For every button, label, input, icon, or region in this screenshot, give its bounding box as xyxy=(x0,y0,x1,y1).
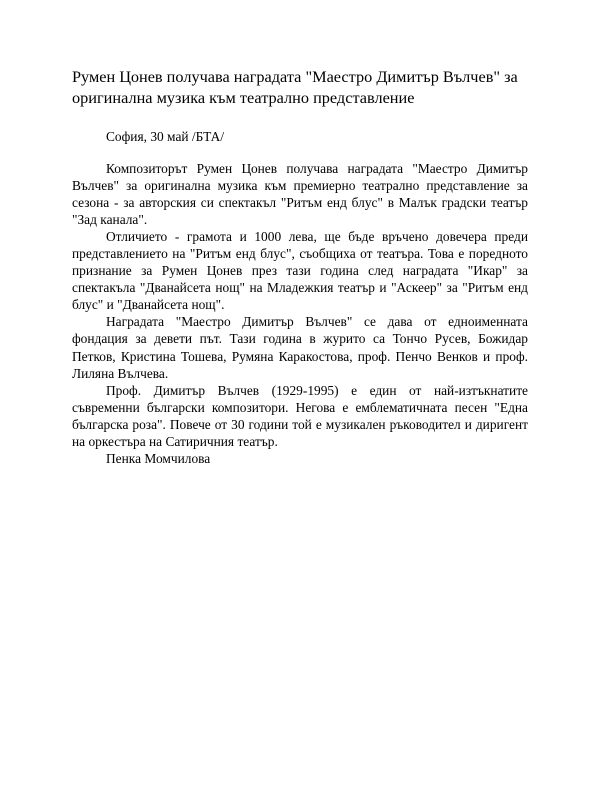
article-paragraph-2: Отличието - грамота и 1000 лева, ще бъде връчено довечера преди представлението на "Ритъм енд блус", съобщиха от театъра. Това е поредното признание за Румен Цонев през тази година след наградата "Икар" за спектакъла "Дванайсета нощ" на Младежкия театър и "Аскеер" за "Ритъм енд блус" и "Дванайсета нощ". xyxy=(72,229,528,313)
article-paragraph-3: Наградата "Маестро Димитър Вълчев" се дава от едноименната фондация за девети път. Тази година в журито са Тончо Русев, Божидар Петков, Кристина Тошева, Румяна Каракостова, проф. Пенчо Венков и проф. Лиляна Вълчева. xyxy=(72,314,528,381)
article-paragraph-1: Композиторът Румен Цонев получава наградата "Маестро Димитър Вълчев" за оригинална музика към премиерно театрално представление за сезона - за авторския си спектакъл "Ритъм енд блус" в Малък градски театър "Зад канала". xyxy=(72,161,528,228)
article-paragraph-4: Проф. Димитър Вълчев (1929-1995) е един от най-изтъкнатите съвременни български композитори. Негова е емблематичната песен "Една българска роза". Повече от 30 години той е музикален ръководител и диригент на оркестъра на Сатиричния театър. xyxy=(72,382,528,449)
article-body xyxy=(72,160,528,467)
article-dateline: София, 30 май /БТА/ xyxy=(106,129,225,144)
article-title: Румен Цонев получава наградата "Маестро Димитър Вълчев" за оригинална музика към театрално представление xyxy=(72,67,518,107)
article-author: Пенка Момчилова xyxy=(106,450,211,466)
